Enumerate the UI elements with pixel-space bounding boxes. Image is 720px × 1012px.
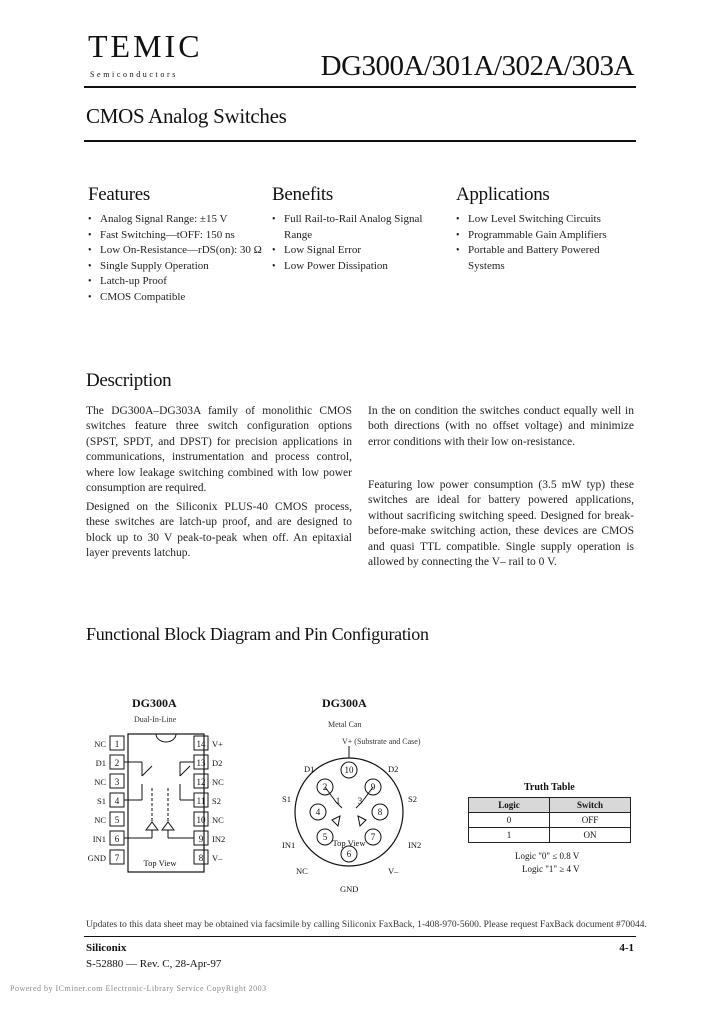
pin-number: 2: [322, 782, 328, 792]
description-heading: Description: [86, 370, 172, 391]
pin-number: 12: [196, 777, 206, 787]
pin-label: NC: [94, 777, 106, 787]
switch-blade: [180, 766, 190, 776]
table-cell: OFF: [550, 813, 631, 828]
document-number: S-52880 — Rev. C, 28-Apr-97: [86, 958, 222, 970]
pin-label: D2: [388, 764, 399, 774]
table-cell: 0: [469, 813, 550, 828]
pin-number: 10: [196, 815, 206, 825]
applications-list: [456, 212, 626, 274]
table-header-row: [469, 798, 631, 813]
benefits-heading: Benefits: [272, 184, 333, 205]
driver-buffer: [332, 816, 340, 826]
list-item: • Full Rail-to-Rail Analog Signal Range: [272, 212, 437, 243]
pin-number: 5: [114, 815, 120, 825]
can-title: DG300A: [322, 696, 367, 710]
update-note: Updates to this data sheet may be obtained via facsimile by calling Siliconix FaxBack, 1-408-970-5600. Please request FaxBack document #70044.: [86, 920, 647, 930]
pin-number: 5: [322, 832, 328, 842]
pin-label: NC: [212, 815, 224, 825]
pin-label: NC: [296, 866, 308, 876]
dip-notch: [156, 734, 176, 742]
truth-table-title: Truth Table: [524, 782, 575, 793]
table-cell: ON: [550, 828, 631, 843]
driver-buffer: [162, 822, 174, 830]
brand-subtitle: Semiconductors: [90, 70, 178, 79]
list-item: • Latch-up Proof: [88, 274, 268, 290]
table-row: [469, 828, 631, 843]
pin-label: S2: [408, 794, 417, 804]
pin-number: 4: [315, 807, 321, 817]
driver-buffer: [358, 816, 366, 826]
dip-title: DG300A: [132, 696, 177, 710]
top-view-label: Top View: [332, 838, 366, 848]
pin-number: 10: [344, 765, 354, 775]
pin-label: D1: [304, 764, 315, 774]
column-header: Switch: [550, 798, 631, 813]
page-number: 4-1: [619, 942, 634, 954]
truth-table-note: Logic "1" ≥ 4 V: [522, 864, 580, 874]
table-cell: 1: [469, 828, 550, 843]
pin-label: IN2: [212, 834, 226, 844]
features-list: [88, 212, 268, 305]
pin-label: GND: [340, 884, 359, 894]
pin-number: 13: [196, 758, 206, 768]
features-heading: Features: [88, 184, 150, 205]
pin-label: IN1: [92, 834, 106, 844]
list-item: • Low Power Dissipation: [272, 259, 437, 275]
pin-label: NC: [212, 777, 224, 787]
column-header: Logic: [469, 798, 550, 813]
page-title: CMOS Analog Switches: [86, 104, 287, 128]
description-paragraph: In the on condition the switches conduct equally well in both directions (with no offset voltage) and minimize error conditions with their low on-resistance.: [368, 405, 634, 448]
pin-label: NC: [94, 739, 106, 749]
pin-number: 8: [198, 853, 204, 863]
pin-number: 7: [370, 832, 376, 842]
driver-buffer: [146, 822, 158, 830]
description-paragraph: Designed on the Siliconix PLUS-40 CMOS process, these switches are latch-up proof, and are designed to block up to 30 V peak-to-peak when off. An epitaxial layer prevents latchup.: [86, 501, 352, 560]
pin-number: 8: [377, 807, 383, 817]
list-item: • CMOS Compatible: [88, 290, 268, 306]
list-item: • Single Supply Operation: [88, 259, 268, 275]
pin-label: S1: [97, 796, 106, 806]
pin-label: D2: [212, 758, 223, 768]
header-rule: [84, 86, 636, 88]
pin-label: S1: [282, 794, 291, 804]
pin-label: GND: [87, 853, 106, 863]
list-item: • Programmable Gain Amplifiers: [456, 228, 626, 244]
pin-number: 3: [114, 777, 120, 787]
pin-label: NC: [94, 815, 106, 825]
list-item: • Low On-Resistance—rDS(on): 30 Ω: [88, 243, 268, 259]
pin-number: 14: [196, 739, 206, 749]
pin-number: 3: [357, 796, 363, 806]
applications-heading: Applications: [456, 184, 550, 205]
can-package-label: Metal Can: [328, 720, 362, 729]
pin-number: 6: [346, 849, 352, 859]
switch-blade: [142, 766, 152, 776]
pin-number: 9: [198, 834, 204, 844]
list-item: • Portable and Battery Powered Systems: [456, 243, 626, 274]
pin-number: 4: [114, 796, 120, 806]
top-view-label: Top View: [143, 858, 177, 868]
part-numbers: DG300A/301A/302A/303A: [320, 50, 634, 82]
brand-logo: TEMIC: [88, 28, 203, 64]
footer-rule: [84, 936, 636, 937]
pin-label: IN1: [282, 840, 296, 850]
table-row: [469, 813, 631, 828]
pin-number: 7: [114, 853, 120, 863]
pin-number: 6: [114, 834, 120, 844]
can-pinout-diagram: [270, 742, 440, 898]
dip-pinout-diagram: [80, 726, 230, 876]
benefits-list: [272, 212, 437, 274]
description-paragraph: The DG300A–DG303A family of monolithic CMOS switches feature three switch configuration options (SPST, SPDT, and DPST) for precision applications in communications, instrumentation and process control, where low leakage switching combined with low power consumption are required.: [86, 405, 352, 495]
pin-label: S2: [212, 796, 221, 806]
list-item: • Low Signal Error: [272, 243, 437, 259]
pin-number: 11: [196, 796, 206, 806]
dip-body: [128, 734, 204, 872]
truth-table-note: Logic "0" ≤ 0.8 V: [515, 851, 580, 861]
pin-label: V–: [388, 866, 399, 876]
pin-label: IN2: [408, 840, 422, 850]
watermark: Powered by ICminer.com Electronic-Library Service CopyRight 2003: [10, 984, 267, 993]
title-rule: [84, 140, 636, 142]
pin-label: V–: [212, 853, 223, 863]
pin-number: 1: [335, 796, 341, 806]
pin-label: V+: [212, 739, 223, 749]
list-item: • Low Level Switching Circuits: [456, 212, 626, 228]
pin-number: 2: [114, 758, 120, 768]
dip-package-label: Dual-In-Line: [134, 715, 177, 724]
pin-number: 1: [114, 739, 120, 749]
list-item: • Fast Switching—tOFF: 150 ns: [88, 228, 268, 244]
description-paragraph: Featuring low power consumption (3.5 mW typ) these switches are ideal for battery powered applications, without sacrificing switching speed. Designed for break-before-make switching action, these devices are CMOS and quasi TTL compatible. Single supply operation is allowed by connecting the V– rail to 0 V.: [368, 479, 634, 569]
truth-table: [468, 797, 631, 843]
list-item: • Analog Signal Range: ±15 V: [88, 212, 268, 228]
pin-label: D1: [95, 758, 106, 768]
company-name: Siliconix: [86, 942, 127, 954]
pin-number: 9: [370, 782, 376, 792]
can-top-label: V+ (Substrate and Case): [342, 737, 421, 746]
diagram-heading: Functional Block Diagram and Pin Configuration: [86, 624, 429, 644]
